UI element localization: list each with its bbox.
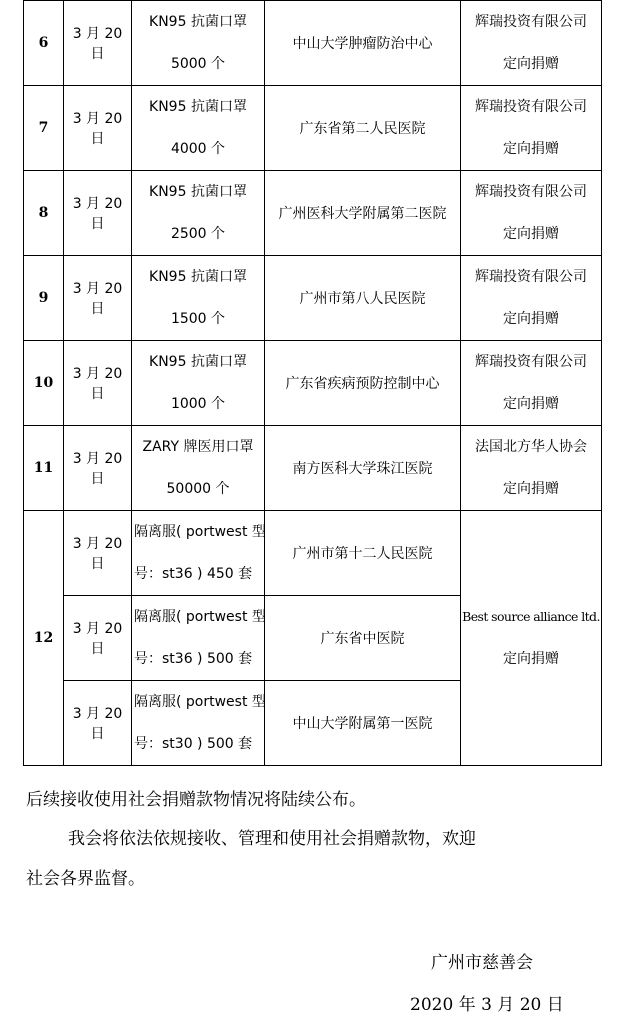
row-date: 3 月 20 日 (64, 256, 132, 341)
item-line: 5000 个 (170, 56, 226, 72)
row-recipient: 广东省第二人民医院 (265, 86, 461, 171)
closing-paragraph-line1: 我会将依法依规接收、管理和使用社会捐赠款物，欢迎 (68, 829, 476, 849)
donations-table (23, 0, 602, 766)
row-date: 3 月 20 日 (64, 171, 132, 256)
signature-date: 2020 年 3 月 20 日 (410, 995, 564, 1015)
closing-paragraph-line2: 社会各界监督。 (26, 869, 145, 889)
item-line: ZARY 牌医用口罩 (142, 439, 254, 455)
donor-line: 辉瑞投资有限公司 (475, 184, 587, 200)
item-line: 隔离服( portwest 型 (134, 609, 266, 625)
row-number: 6 (24, 1, 64, 86)
row-recipient: 南方医科大学珠江医院 (265, 426, 461, 511)
row-item (132, 256, 265, 341)
donor-line: 定向捐赠 (503, 651, 559, 667)
row-item (132, 596, 265, 681)
row-recipient: 广州市第十二人民医院 (265, 511, 461, 596)
item-line: KN95 抗菌口罩 (149, 99, 247, 115)
item-line: 号：st30 ) 500 套 (134, 736, 253, 752)
row-date: 3 月 20 日 (64, 596, 132, 681)
table-row (24, 171, 602, 256)
row-recipient: 广东省疾病预防控制中心 (265, 341, 461, 426)
row-number: 8 (24, 171, 64, 256)
item-line: 隔离服( portwest 型 (134, 694, 266, 710)
row-donor (461, 86, 602, 171)
donor-line: 定向捐赠 (503, 56, 559, 72)
row-item (132, 86, 265, 171)
item-line: 4000 个 (170, 141, 226, 157)
table-row (24, 256, 602, 341)
row-item (132, 681, 265, 766)
donor-line: 辉瑞投资有限公司 (475, 99, 587, 115)
item-line: 1000 个 (170, 396, 226, 412)
item-line: 隔离服( portwest 型 (134, 524, 266, 540)
row-item (132, 171, 265, 256)
row-recipient: 中山大学附属第一医院 (265, 681, 461, 766)
followup-paragraph: 后续接收使用社会捐赠款物情况将陆续公布。 (26, 790, 366, 810)
donor-line: 定向捐赠 (503, 396, 559, 412)
table-row (24, 1, 602, 86)
row-recipient: 广东省中医院 (265, 596, 461, 681)
item-line: 1500 个 (170, 311, 226, 327)
row-item (132, 511, 265, 596)
row-date: 3 月 20 日 (64, 1, 132, 86)
row-donor (461, 341, 602, 426)
row-recipient: 中山大学肿瘤防治中心 (265, 1, 461, 86)
donor-line: 定向捐赠 (503, 481, 559, 497)
row-number: 7 (24, 86, 64, 171)
row-item (132, 1, 265, 86)
item-line: KN95 抗菌口罩 (149, 184, 247, 200)
donor-line: 定向捐赠 (503, 141, 559, 157)
row-date: 3 月 20 日 (64, 681, 132, 766)
row-item (132, 426, 265, 511)
donor-line: 辉瑞投资有限公司 (475, 354, 587, 370)
item-line: KN95 抗菌口罩 (149, 354, 247, 370)
item-line: KN95 抗菌口罩 (149, 14, 247, 30)
row-donor (461, 511, 602, 766)
table-row (24, 511, 602, 596)
row-date: 3 月 20 日 (64, 86, 132, 171)
row-donor (461, 1, 602, 86)
item-line: 2500 个 (170, 226, 226, 242)
donor-line: 辉瑞投资有限公司 (475, 14, 587, 30)
table-row (24, 426, 602, 511)
signature-organization: 广州市慈善会 (431, 953, 533, 973)
table-row (24, 86, 602, 171)
row-number: 10 (24, 341, 64, 426)
item-line: KN95 抗菌口罩 (149, 269, 247, 285)
row-item (132, 341, 265, 426)
row-number: 12 (24, 511, 64, 766)
table-row (24, 341, 602, 426)
row-date: 3 月 20 日 (64, 511, 132, 596)
item-line: 号：st36 ) 450 套 (134, 566, 253, 582)
row-donor (461, 256, 602, 341)
donor-line: 辉瑞投资有限公司 (475, 269, 587, 285)
row-number: 11 (24, 426, 64, 511)
row-number: 9 (24, 256, 64, 341)
donor-line: 法国北方华人协会 (475, 439, 587, 455)
row-donor (461, 426, 602, 511)
row-recipient: 广州市第八人民医院 (265, 256, 461, 341)
donor-line: Best source alliance ltd. (462, 609, 600, 624)
item-line: 50000 个 (166, 481, 230, 497)
donor-line: 定向捐赠 (503, 311, 559, 327)
row-date: 3 月 20 日 (64, 341, 132, 426)
row-donor (461, 171, 602, 256)
row-recipient: 广州医科大学附属第二医院 (265, 171, 461, 256)
donor-line: 定向捐赠 (503, 226, 559, 242)
item-line: 号：st36 ) 500 套 (134, 651, 253, 667)
row-date: 3 月 20 日 (64, 426, 132, 511)
